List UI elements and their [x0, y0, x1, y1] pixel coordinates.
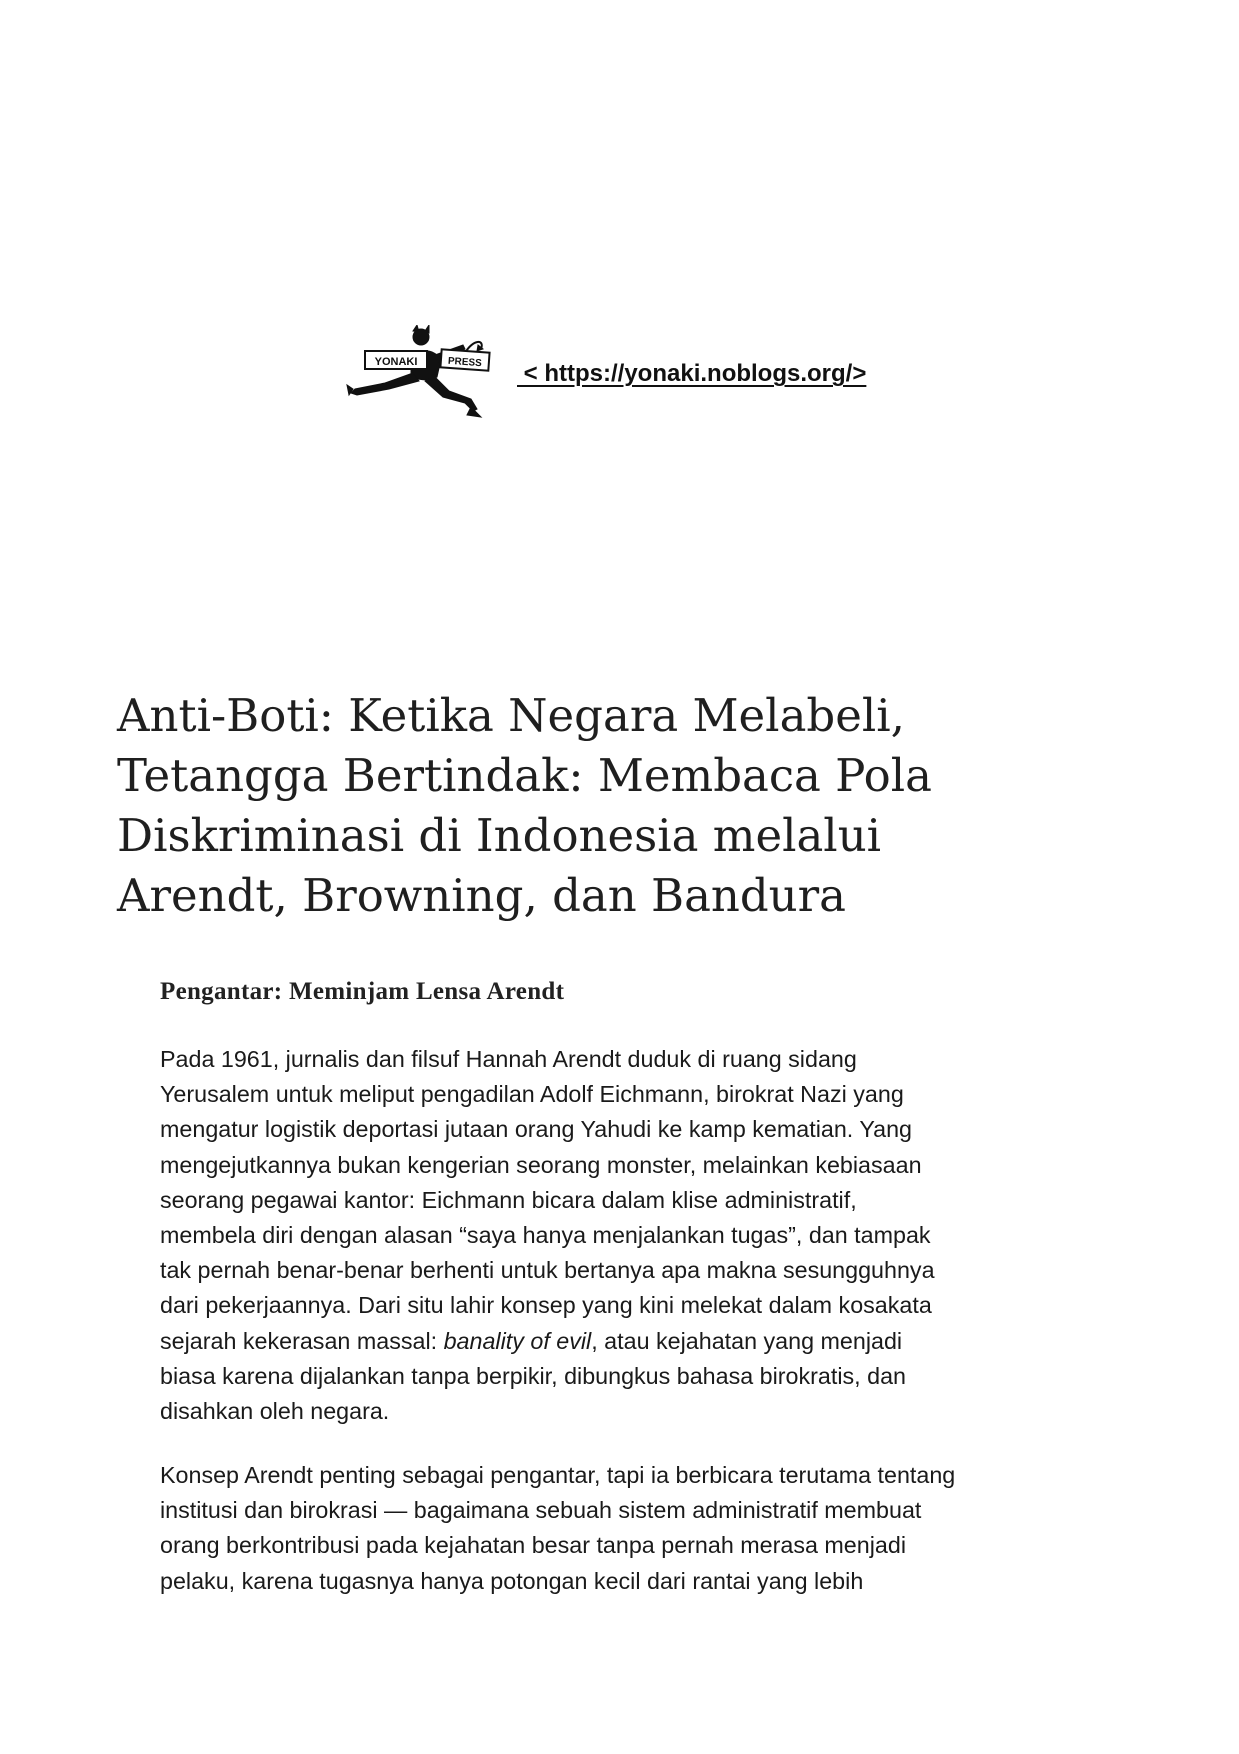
title-line: Arendt, Browning, dan Bandura	[117, 869, 847, 922]
paragraph-line: Yerusalem untuk meliput pengadilan Adolf Eichmann, birokrat Nazi yang	[160, 1081, 904, 1108]
line-text: sejarah kekerasan massal:	[160, 1327, 444, 1354]
paragraph-line: dari pekerjaannya. Dari situ lahir konsep yang kini melekat dalam kosakata	[160, 1292, 932, 1319]
paragraph-line: mengatur logistik deportasi jutaan orang Yahudi ke kamp kematian. Yang	[160, 1116, 913, 1143]
paragraph-line: mengejutkannya bukan kengerian seorang monster, melainkan kebiasaan	[160, 1151, 922, 1178]
title-line: Anti-Boti: Ketika Negara Melabeli,	[117, 689, 905, 742]
paragraph-line	[160, 1324, 1120, 1359]
line-text: , atau kejahatan yang menjadi	[591, 1327, 903, 1354]
paragraph-line: pelaku, karena tugasnya hanya potongan kecil dari rantai yang lebih	[160, 1567, 864, 1594]
logo-sign-press	[440, 349, 489, 370]
section-heading: Pengantar: Meminjam Lensa Arendt	[160, 978, 565, 1005]
paragraph-line: membela diri dengan alasan “saya hanya menjalankan tugas”, dan tampak	[160, 1222, 931, 1249]
paragraph-line: Pada 1961, jurnalis dan filsuf Hannah Arendt duduk di ruang sidang	[160, 1046, 857, 1072]
paragraph-1	[160, 1042, 1120, 1429]
paragraph-line: biasa karena dijalankan tanpa berpikir, dibungkus bahasa birokratis, dan	[160, 1362, 906, 1389]
paragraph-line: Konsep Arendt penting sebagai pengantar, tapi ia berbicara terutama tentang	[160, 1462, 956, 1488]
paragraph-line: institusi dan birokrasi — bagaimana sebuah sistem administratif membuat	[160, 1497, 922, 1524]
site-link[interactable]: < https://yonaki.noblogs.org/>	[517, 360, 867, 387]
logo-text-press: PRESS	[447, 355, 483, 370]
logo-text-yonaki: YONAKI	[374, 356, 418, 368]
paragraph-line: seorang pegawai kantor: Eichmann bicara dalam klise administratif,	[160, 1186, 857, 1213]
yonaki-press-logo	[345, 325, 505, 420]
paragraph-line: disahkan oleh negara.	[160, 1398, 390, 1425]
paragraph-line: orang berkontribusi pada kejahatan besar tanpa pernah merasa menjadi	[160, 1532, 906, 1559]
logo-sign-yonaki	[365, 351, 427, 369]
paragraph-2	[160, 1458, 1120, 1599]
paragraph-line: tak pernah benar-benar berhenti untuk bertanya apa makna sesungguhnya	[160, 1257, 935, 1284]
page-header	[345, 325, 925, 420]
italic-term: banality of evil	[443, 1327, 592, 1354]
title-line: Diskriminasi di Indonesia melalui	[117, 809, 882, 862]
document-title	[117, 686, 1117, 926]
title-line: Tetangga Bertindak: Membaca Pola	[117, 749, 932, 802]
